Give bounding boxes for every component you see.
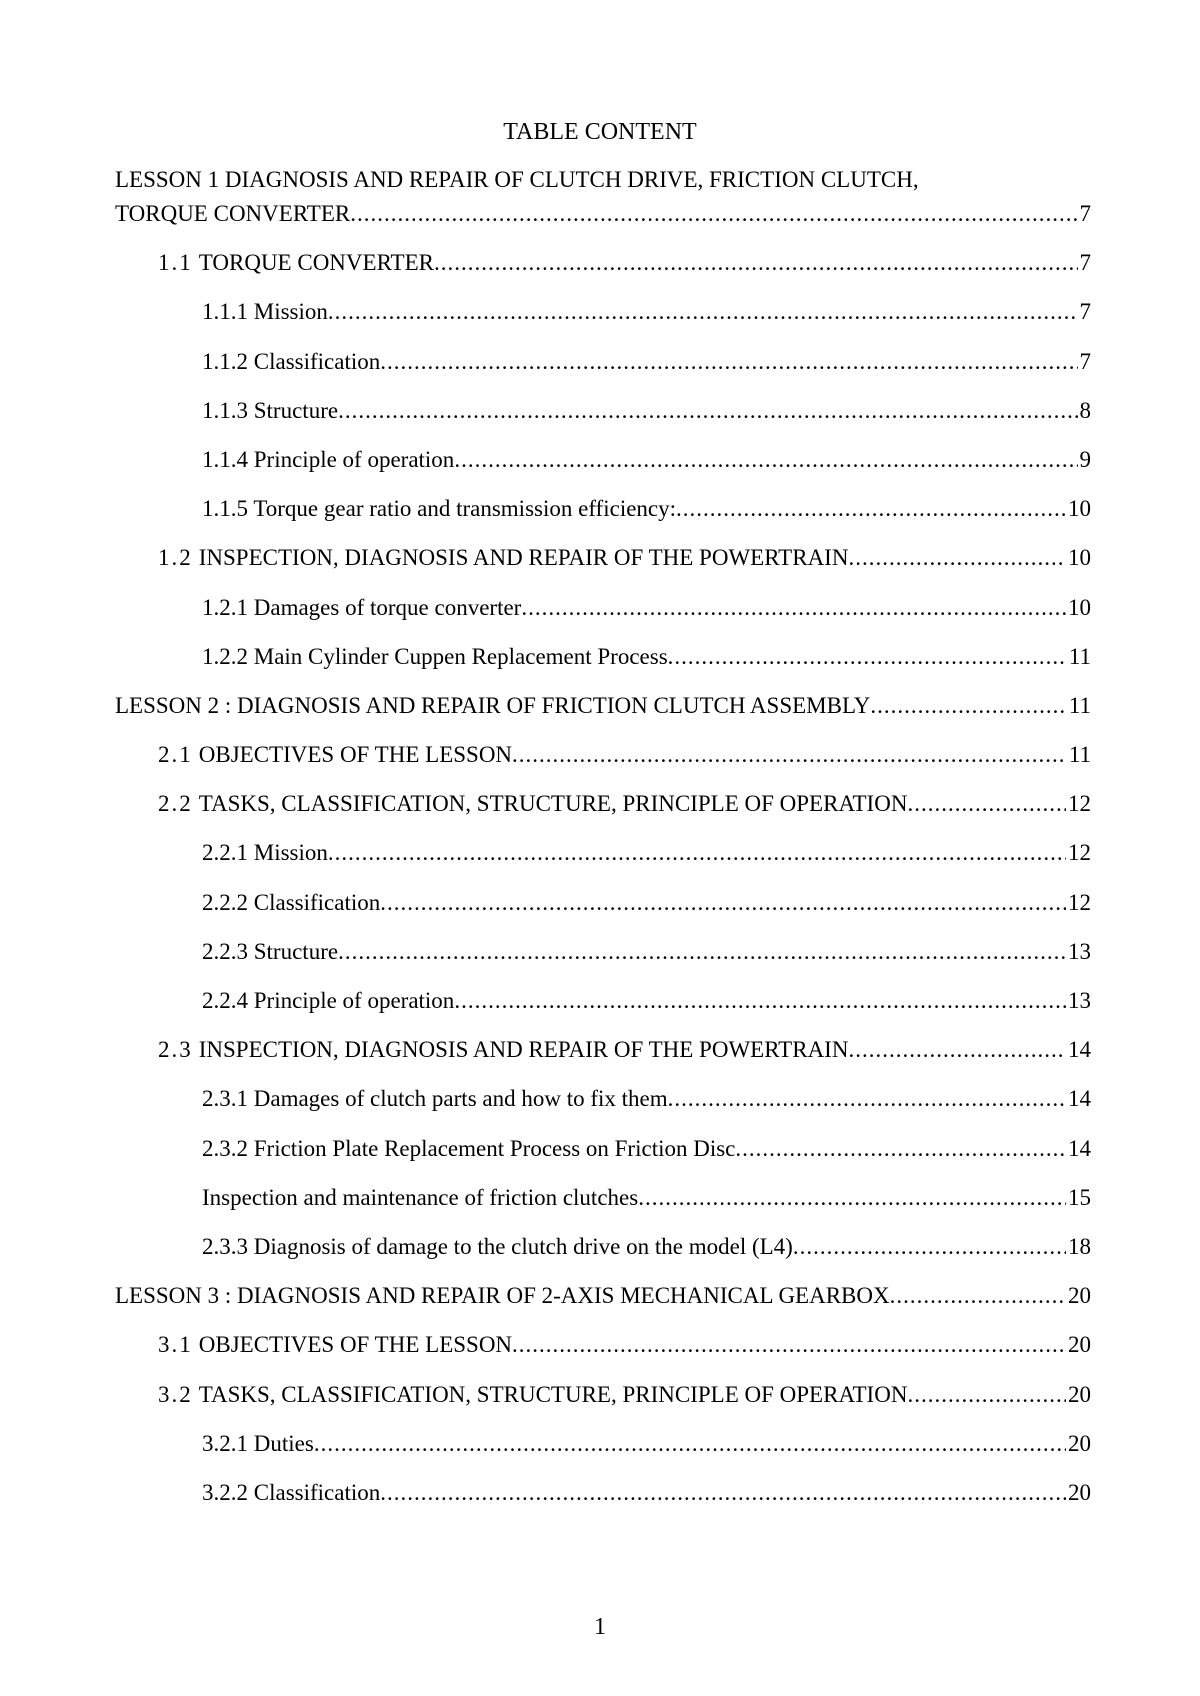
toc-entry-page: 7 [1079, 299, 1091, 325]
toc-entry-row [115, 1279, 1091, 1313]
toc-entry-text: 2.2.4 Principle of operation [202, 988, 455, 1013]
toc-entry-text: 1.1.3 Structure [202, 397, 339, 423]
toc-entry-page: 7 [1079, 348, 1091, 374]
toc-entry-label [158, 541, 848, 575]
toc-entry[interactable] [158, 246, 1091, 280]
toc-entry-label [202, 1427, 314, 1461]
toc-entry-page: 20 [1068, 1283, 1091, 1309]
toc-entry-text: 2.3.1 Damages of clutch parts and how to fix them [202, 1086, 668, 1112]
toc-entry-text: 1.1.4 Principle of operation [202, 446, 455, 472]
toc-entry[interactable] [202, 443, 1091, 477]
toc-entry[interactable] [115, 1279, 1091, 1313]
toc-dot-leader [338, 935, 1066, 969]
toc-entry-row [158, 1328, 1091, 1362]
toc-entry-page: 10 [1068, 594, 1091, 620]
toc-entry[interactable] [158, 1378, 1091, 1412]
toc-entry-row [202, 886, 1091, 920]
toc-entry-row [202, 394, 1091, 428]
toc-dot-leader [380, 886, 1066, 920]
toc-entry-label [202, 591, 521, 625]
toc-dot-leader [454, 443, 1077, 477]
toc-entry[interactable] [202, 836, 1091, 870]
toc-entry-text: 2.2.3 Structure [202, 938, 339, 964]
toc-entry[interactable] [202, 1082, 1091, 1116]
toc-entry-label [158, 1033, 848, 1067]
toc-entry-text: 1.1.2 Classification [202, 348, 381, 374]
toc-entry-row [202, 1230, 1091, 1264]
toc-entry-row [202, 591, 1091, 625]
toc-entry-page: 9 [1079, 446, 1091, 472]
toc-entry-text: TASKS, CLASSIFICATION, STRUCTURE, PRINCIPLE OF OPERATION [198, 1381, 908, 1407]
toc-dot-leader [454, 984, 1066, 1018]
toc-entry-page: 10 [1068, 496, 1091, 522]
toc-entry-label [202, 984, 454, 1018]
toc-entry-page: 7 [1079, 201, 1091, 226]
toc-entry-row [158, 1033, 1091, 1067]
toc-entry-row [202, 443, 1091, 477]
toc-entry-row [202, 836, 1091, 870]
toc-entry-label [158, 738, 512, 772]
toc-entry-number: 2.1 [158, 742, 193, 768]
toc-entry-row [202, 935, 1091, 969]
toc-entry-label [158, 787, 907, 821]
toc-entry[interactable] [158, 1033, 1091, 1067]
toc-entry-text: 2.2.1 Mission [202, 840, 328, 866]
toc-dot-leader [668, 640, 1067, 674]
toc-entry-text: 3.2.1 Duties [202, 1430, 314, 1456]
toc-dot-leader [380, 1476, 1066, 1510]
toc-entry[interactable] [202, 886, 1091, 920]
toc-dot-leader [338, 394, 1077, 428]
toc-entry[interactable] [158, 787, 1091, 821]
toc-entry-page: 13 [1068, 938, 1091, 964]
toc-entry-number: 2.2 [158, 791, 193, 817]
toc-entry-row [158, 787, 1091, 821]
toc-entry-text: TASKS, CLASSIFICATION, STRUCTURE, PRINCIPLE OF OPERATION [198, 791, 908, 817]
toc-entry-row [202, 295, 1091, 329]
toc-entry-row [158, 1378, 1091, 1412]
toc-entry-label [115, 197, 350, 231]
toc-dot-leader [668, 1082, 1066, 1116]
toc-entry-number: 3.2 [158, 1381, 193, 1407]
toc-entry-text: Inspection and maintenance of friction clutches [202, 1184, 639, 1210]
toc-entry-page: 12 [1068, 889, 1091, 915]
toc-entry-label [158, 1328, 512, 1362]
toc-entry-label [202, 1181, 638, 1215]
toc-dot-leader [735, 1132, 1066, 1166]
toc-entry-page: 14 [1068, 1135, 1091, 1161]
toc-dot-leader [907, 787, 1066, 821]
toc-entry-row [202, 984, 1091, 1018]
toc-entry[interactable] [202, 1427, 1091, 1461]
toc-dot-leader [890, 1279, 1066, 1313]
toc-entry-page: 8 [1079, 397, 1091, 423]
toc-dot-leader [328, 295, 1078, 329]
toc-entry-label [202, 443, 454, 477]
toc-entry-text: OBJECTIVES OF THE LESSON [198, 742, 513, 768]
toc-entry[interactable] [202, 1132, 1091, 1166]
toc-entry-label [202, 295, 328, 329]
toc-dot-leader [638, 1181, 1066, 1215]
toc-entry-text: OBJECTIVES OF THE LESSON [198, 1332, 513, 1358]
toc-entry-number: 3.1 [158, 1332, 193, 1358]
toc-entry-label [202, 1082, 668, 1116]
toc-entry-page: 10 [1068, 545, 1091, 571]
toc-entry-row [158, 541, 1091, 575]
toc-entry[interactable] [202, 295, 1091, 329]
toc-entry-number: 1.2 [158, 545, 193, 571]
toc-dot-leader [512, 1328, 1066, 1362]
toc-entry[interactable] [202, 640, 1091, 674]
toc-entry-label [202, 1476, 380, 1510]
toc-dot-leader [848, 1033, 1066, 1067]
toc-entry-row [202, 345, 1091, 379]
toc-entry-number: 1.1 [158, 250, 193, 276]
toc-entry-label [115, 1279, 890, 1313]
toc-entry-page: 11 [1068, 643, 1091, 669]
toc-entry-row [115, 197, 1091, 231]
toc-entry-label [202, 1132, 735, 1166]
toc-entry[interactable] [158, 738, 1091, 772]
toc-entry-text: INSPECTION, DIAGNOSIS AND REPAIR OF THE POWERTRAIN [198, 545, 849, 571]
toc-entry-text: TORQUE CONVERTER [115, 201, 351, 226]
toc-entry[interactable] [202, 1476, 1091, 1510]
toc-entry-text: 1.1.5 Torque gear ratio and transmission efficiency: [202, 496, 677, 522]
toc-entry-page: 14 [1068, 1037, 1091, 1063]
toc-dot-leader [314, 1427, 1066, 1461]
toc-entry[interactable] [158, 541, 1091, 575]
toc-entry-page: 11 [1068, 742, 1091, 768]
toc-entry-page: 12 [1068, 840, 1091, 866]
toc-entry-page: 18 [1068, 1233, 1091, 1259]
toc-entry-text: 2.2.2 Classification [202, 889, 381, 915]
toc-entry-label [202, 1230, 793, 1264]
toc-entry-page: 7 [1079, 250, 1091, 276]
toc-entry[interactable] [115, 163, 1091, 231]
toc-entry-label [202, 345, 380, 379]
toc-entry-page: 20 [1068, 1430, 1091, 1456]
toc-entry-heading-line: LESSON 1 DIAGNOSIS AND REPAIR OF CLUTCH DRIVE, FRICTION CLUTCH, [115, 167, 919, 192]
toc-entry-page: 11 [1068, 692, 1091, 718]
toc-dot-leader [870, 689, 1067, 723]
toc-dot-leader [793, 1230, 1066, 1264]
toc-entry-label [158, 246, 434, 280]
toc-entry-text: 1.2.2 Main Cylinder Cuppen Replacement Process [202, 643, 668, 669]
toc-entry-text: LESSON 3 : DIAGNOSIS AND REPAIR OF 2-AXIS MECHANICAL GEARBOX [115, 1283, 890, 1309]
toc-entry-text: INSPECTION, DIAGNOSIS AND REPAIR OF THE POWERTRAIN [198, 1037, 849, 1063]
toc-entry[interactable] [158, 1328, 1091, 1362]
toc-entry[interactable] [202, 591, 1091, 625]
toc-entry-row [202, 492, 1091, 526]
toc-entry-row [115, 689, 1091, 723]
toc-entry-text: 1.1.1 Mission [202, 299, 328, 325]
toc-entry-row [202, 1427, 1091, 1461]
toc-entry-text: 2.3.2 Friction Plate Replacement Process on Friction Disc [202, 1135, 736, 1161]
toc-entry-text: 3.2.2 Classification [202, 1479, 381, 1505]
toc-entry-row [202, 1476, 1091, 1510]
toc-entry-page: 15 [1068, 1184, 1091, 1210]
toc-entry-label [202, 640, 668, 674]
toc-dot-leader [676, 492, 1066, 526]
toc-dot-leader [907, 1378, 1066, 1412]
toc-entry-page: 14 [1068, 1086, 1091, 1112]
toc-entry[interactable] [202, 345, 1091, 379]
toc-entry-row [202, 640, 1091, 674]
toc-dot-leader [328, 836, 1066, 870]
toc-entry-row [202, 1181, 1091, 1215]
toc-entry-text: TORQUE CONVERTER [198, 250, 434, 276]
toc-entry-text: LESSON 2 : DIAGNOSIS AND REPAIR OF FRICTION CLUTCH ASSEMBLY [115, 692, 871, 718]
toc-entry-page: 13 [1068, 988, 1091, 1013]
toc-dot-leader [848, 541, 1066, 575]
toc-entry-row [202, 1082, 1091, 1116]
toc-entry[interactable] [115, 689, 1091, 723]
page-number: 1 [594, 1614, 606, 1640]
toc-entry[interactable] [202, 935, 1091, 969]
toc-entry-label [202, 836, 328, 870]
toc-dot-leader [434, 246, 1078, 280]
toc-dot-leader [521, 591, 1066, 625]
toc-entry-row [158, 738, 1091, 772]
toc-entry-page: 20 [1068, 1332, 1091, 1358]
toc-entry[interactable] [202, 1181, 1091, 1215]
toc-entry-label [158, 1378, 907, 1412]
toc-entry-label [202, 886, 380, 920]
toc-entry-text: 1.2.1 Damages of torque converter [202, 594, 522, 620]
toc-entry-label [115, 689, 870, 723]
toc-dot-leader [350, 197, 1077, 231]
toc-title: TABLE CONTENT [503, 119, 697, 145]
table-of-contents [0, 163, 1200, 1525]
toc-dot-leader [380, 345, 1077, 379]
toc-entry-label [202, 394, 338, 428]
toc-entry-page: 20 [1068, 1479, 1091, 1505]
toc-dot-leader [512, 738, 1067, 772]
toc-entry-page: 12 [1068, 791, 1091, 817]
toc-entry[interactable] [202, 492, 1091, 526]
toc-entry[interactable] [202, 1230, 1091, 1264]
toc-entry[interactable] [202, 984, 1091, 1018]
toc-entry-page: 20 [1068, 1381, 1091, 1407]
toc-entry-number: 2.3 [158, 1037, 193, 1063]
toc-entry-text: 2.3.3 Diagnosis of damage to the clutch drive on the model (L4) [202, 1233, 793, 1259]
toc-entry[interactable] [202, 394, 1091, 428]
toc-entry-label [202, 935, 338, 969]
toc-entry-label [202, 492, 676, 526]
toc-entry-row [202, 1132, 1091, 1166]
toc-entry-row [158, 246, 1091, 280]
